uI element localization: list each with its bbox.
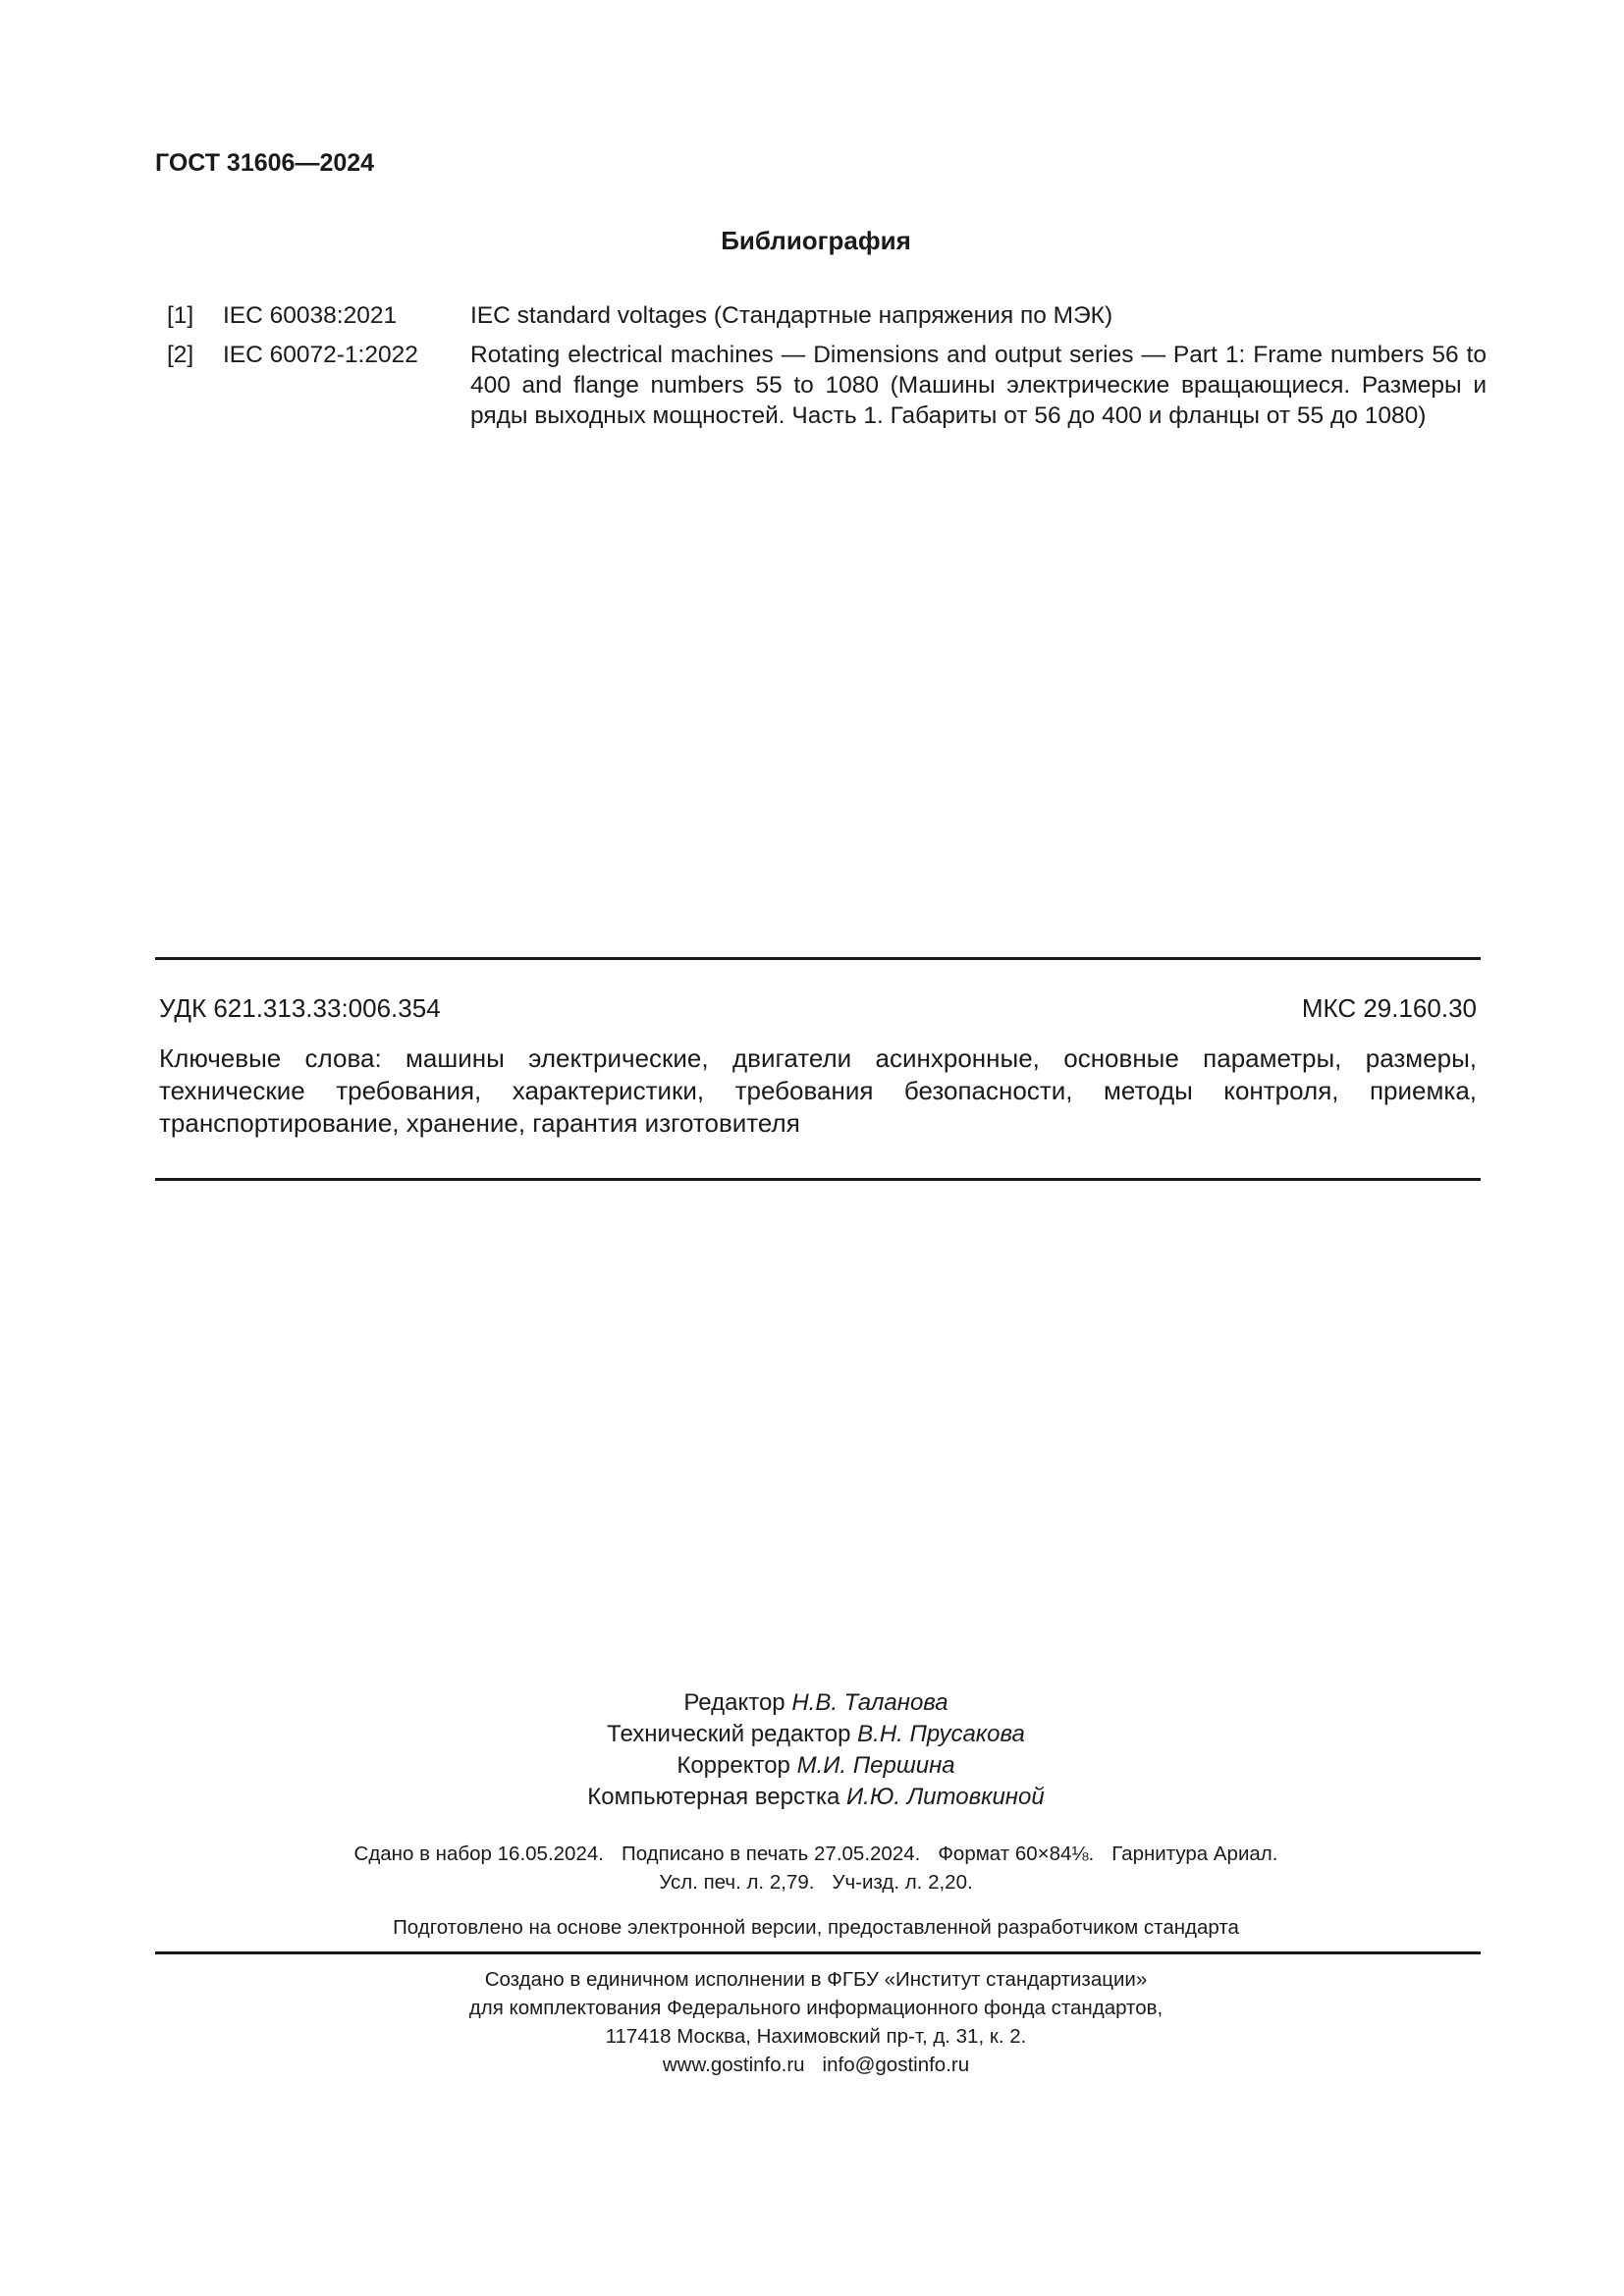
credit-proofreader [0, 1750, 1624, 1782]
reference-number: [2] [167, 342, 194, 368]
credit-role: Корректор [677, 1752, 790, 1779]
divider-top [155, 957, 1481, 960]
credit-layout [0, 1782, 1624, 1813]
publisher-website[interactable]: www.gostinfo.ru [662, 2054, 805, 2076]
imprint-typeface: Гарнитура Ариал. [1111, 1842, 1278, 1865]
credit-role: Компьютерная верстка [587, 1784, 840, 1810]
publisher-line-1: Создано в единичном исполнении в ФГБУ «Институт стандартизации» [484, 1968, 1148, 1991]
reference-title: IEC standard voltages (Стандартные напряжения по МЭК) [470, 302, 1113, 329]
imprint-prepared: Подготовлено на основе электронной версии, предоставленной разработчиком стандарта [393, 1916, 1239, 1939]
document-number: ГОСТ 31606—2024 [155, 149, 375, 177]
bibliography-title: Библиография [721, 226, 911, 255]
imprint-submitted: Сдано в набор 16.05.2024. [353, 1842, 604, 1865]
credit-name: Н.В. Таланова [791, 1689, 948, 1716]
imprint-format: Формат 60×84⅛. [938, 1842, 1095, 1865]
publisher-line-2: для комплектования Федерального информационного фонда стандартов, [468, 1997, 1164, 2019]
publisher-address: 117418 Москва, Нахимовский пр-т, д. 31, к. 2. [605, 2025, 1027, 2048]
imprint-signed: Подписано в печать 27.05.2024. [621, 1842, 921, 1865]
imprint-print-sheets: Усл. печ. л. 2,79. [659, 1871, 815, 1894]
reference-number: [1] [167, 302, 194, 329]
imprint-pub-sheets: Уч-изд. л. 2,20. [832, 1871, 973, 1894]
imprint-line-2 [0, 1868, 1624, 1896]
imprint-line-1 [0, 1840, 1624, 1868]
credit-role: Редактор [683, 1689, 785, 1716]
divider-middle [155, 1178, 1481, 1181]
credit-editor [0, 1687, 1624, 1719]
credit-technical-editor [0, 1719, 1624, 1750]
credit-name: В.Н. Прусакова [857, 1721, 1025, 1747]
publisher-contacts [0, 2051, 1624, 2079]
credit-name: М.И. Першина [796, 1752, 955, 1779]
reference-code: IEC 60072-1:2022 [223, 342, 418, 368]
mks-code: МКС 29.160.30 [1301, 993, 1477, 1023]
keywords: Ключевые слова: машины электрические, двигатели асинхронные, основные параметры, размеры, технические требования, характеристики, требования безопасности, методы контроля, приемка, транспортирование, хранение, гарантия изготовителя [159, 1043, 1477, 1138]
reference-code: IEC 60038:2021 [223, 302, 398, 329]
credit-name: И.Ю. Литовкиной [846, 1784, 1045, 1810]
publisher-email[interactable]: info@gostinfo.ru [822, 2054, 970, 2076]
udk-code: УДК 621.313.33:006.354 [159, 993, 441, 1023]
divider-bottom [155, 1951, 1481, 1954]
reference-title: Rotating electrical machines — Dimensions and output series — Part 1: Frame numbers 56 to 400 and flange numbers 55 to 1080 (Машины электрические вращающиеся. Размеры и ряды выходных мощностей. Часть 1. Габариты от 56 до 400 и фланцы от 55 до 1080) [470, 342, 1487, 429]
credit-role: Технический редактор [607, 1721, 851, 1747]
